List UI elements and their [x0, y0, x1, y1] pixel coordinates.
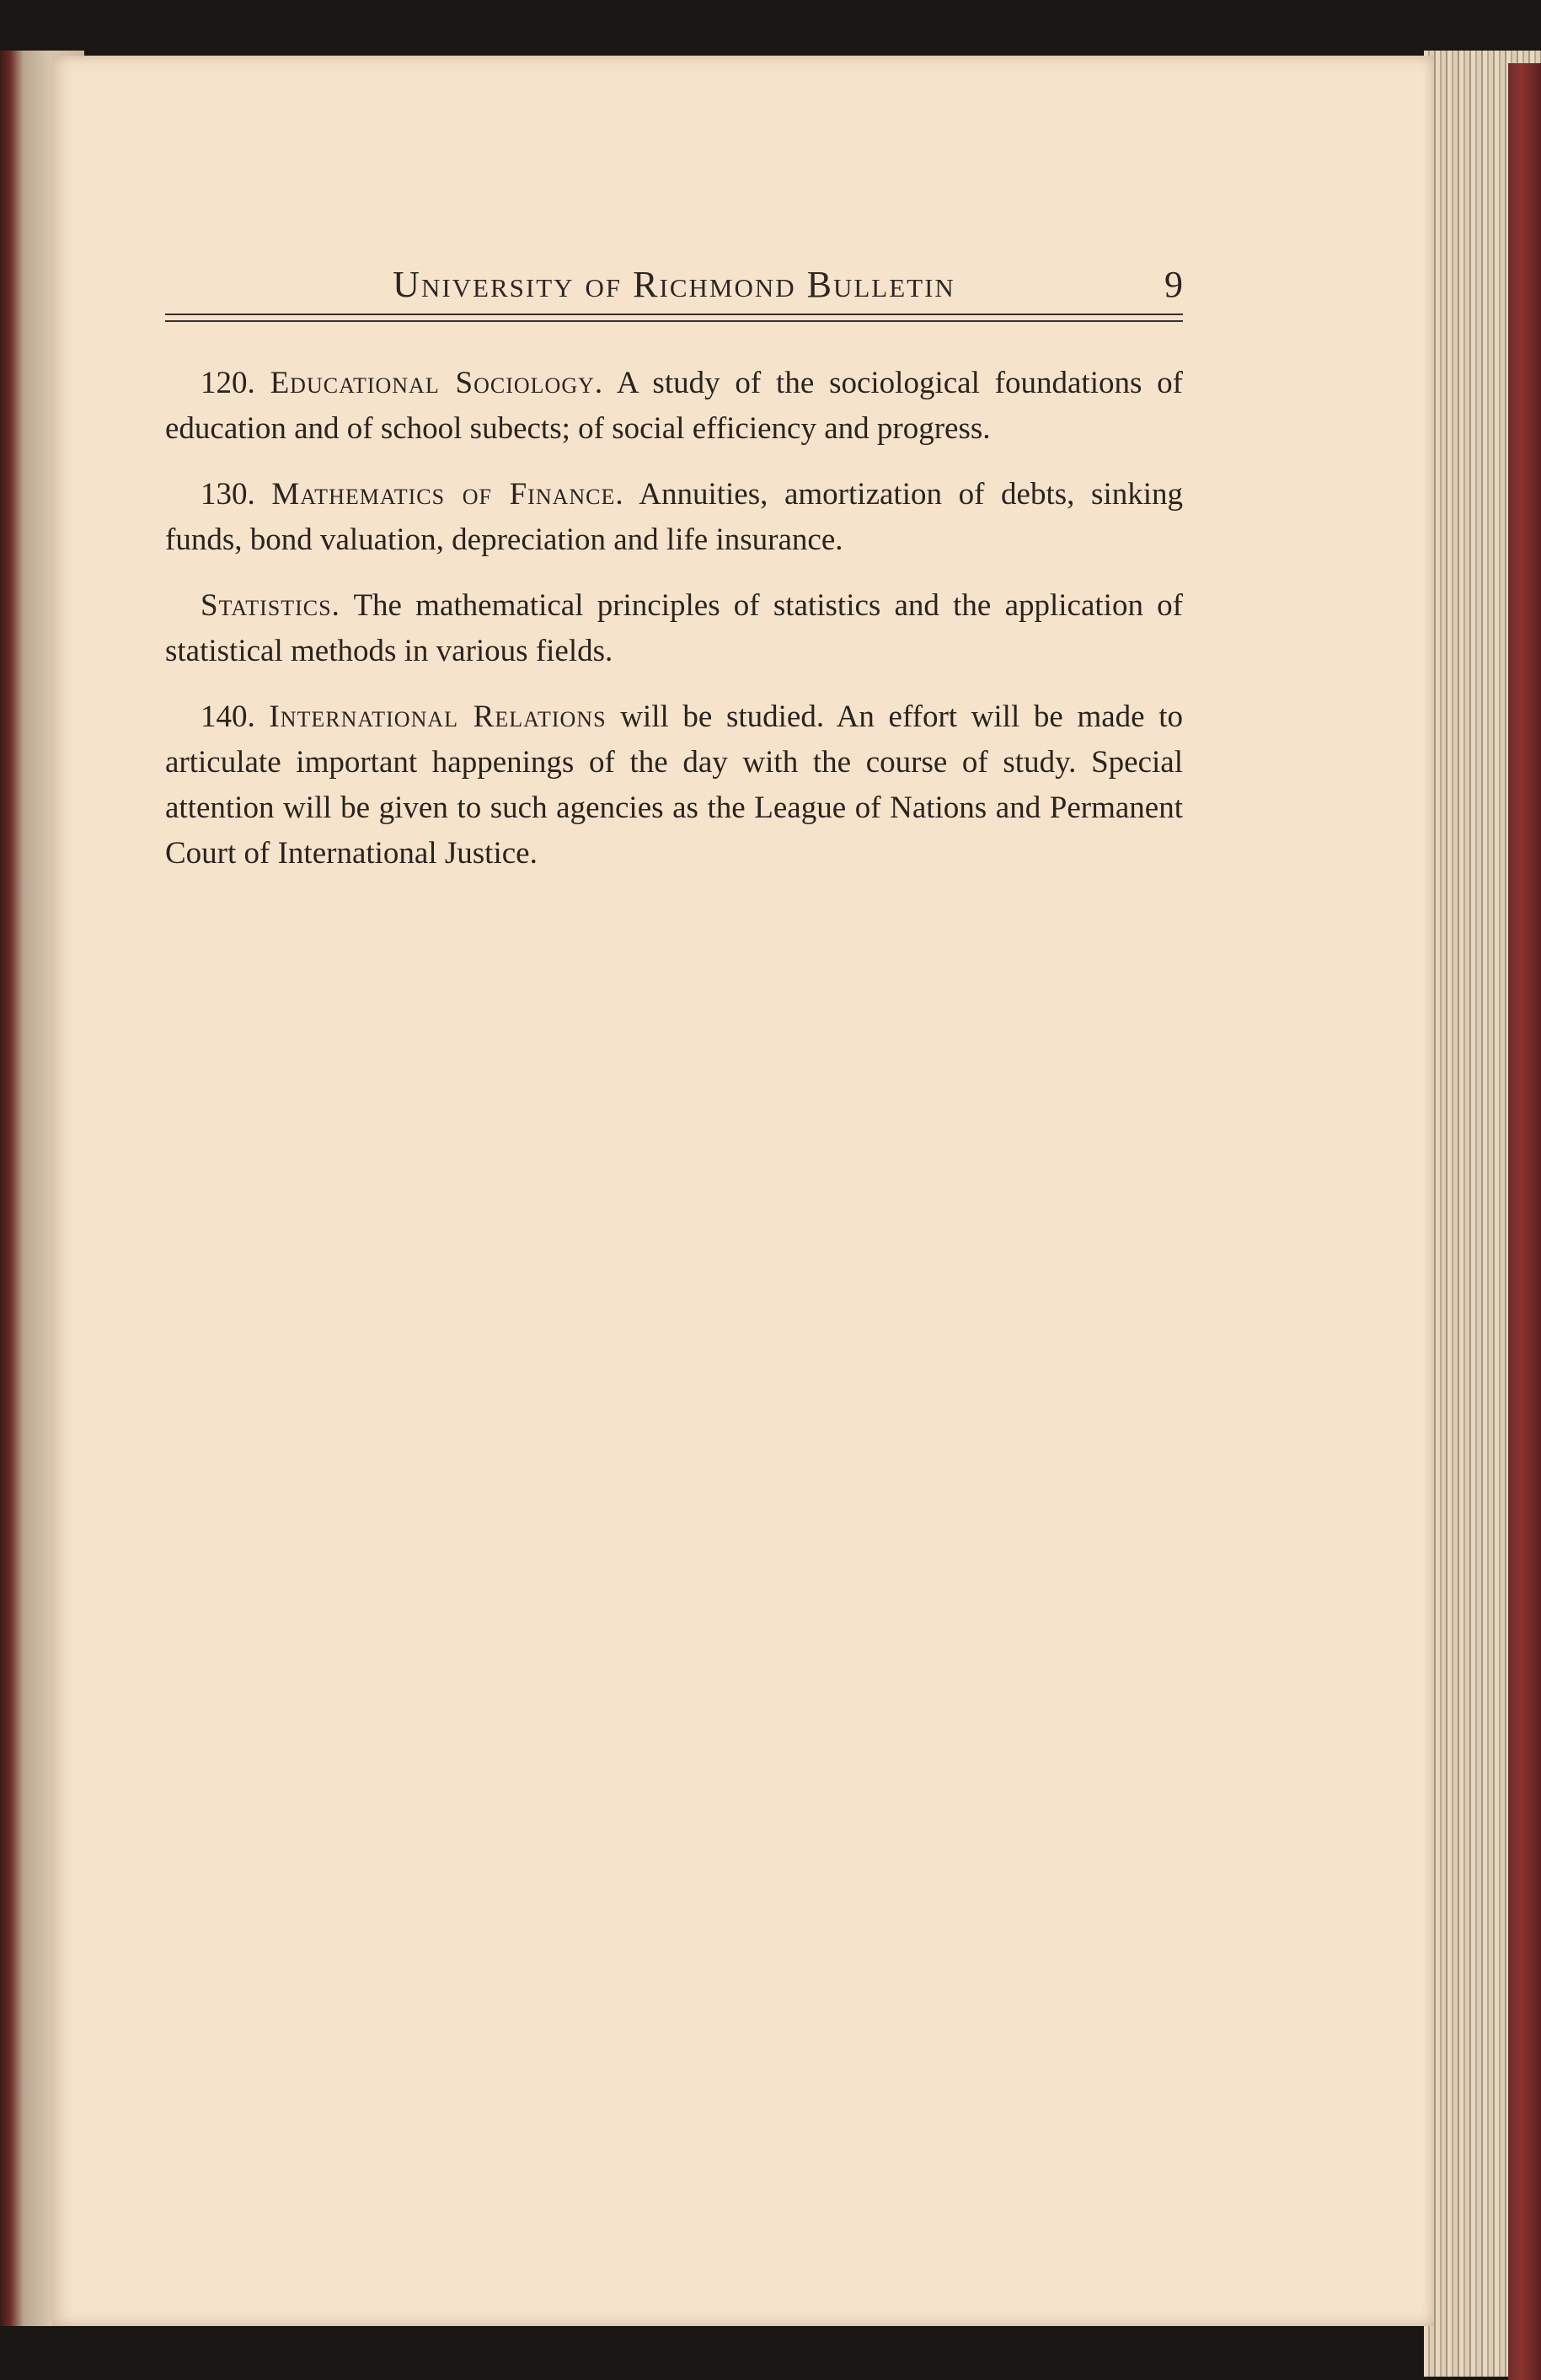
course-heading: Statistics.	[201, 588, 340, 623]
course-body: will be studied. An effort will be made to articulate important happenings of the day with the course of study. Special attention will be given to such agencies as the League of Nations and Permanent Court of International Justice.	[165, 700, 1183, 871]
right-book-cover	[1508, 63, 1541, 2380]
course-entry-statistics	[165, 583, 1183, 674]
page-number: 9	[1164, 264, 1183, 305]
course-descriptions	[165, 361, 1183, 897]
course-entry-120	[165, 361, 1183, 452]
header-rule-bottom	[165, 320, 1183, 322]
course-number: 120.	[201, 366, 255, 400]
course-heading: International Relations	[269, 700, 607, 734]
course-body: The mathematical principles of statistics and the application of statistical methods in various fields.	[165, 588, 1183, 668]
course-body: Annuities, amortization of debts, sinking funds, bond valuation, depreciation and life insurance.	[165, 477, 1183, 557]
running-title: University of Richmond Bulletin	[393, 264, 955, 305]
course-heading: Educational Sociology.	[270, 366, 604, 400]
running-head	[165, 263, 1183, 305]
course-entry-140	[165, 694, 1183, 876]
header-rule-top	[165, 314, 1183, 315]
course-heading: Mathematics of Finance.	[271, 477, 624, 512]
course-entry-130	[165, 472, 1183, 563]
course-number: 130.	[201, 477, 255, 512]
course-number: 140.	[201, 700, 255, 734]
course-body: A study of the sociological foundations of education and of school subects; of social efficiency and progress.	[165, 366, 1184, 446]
